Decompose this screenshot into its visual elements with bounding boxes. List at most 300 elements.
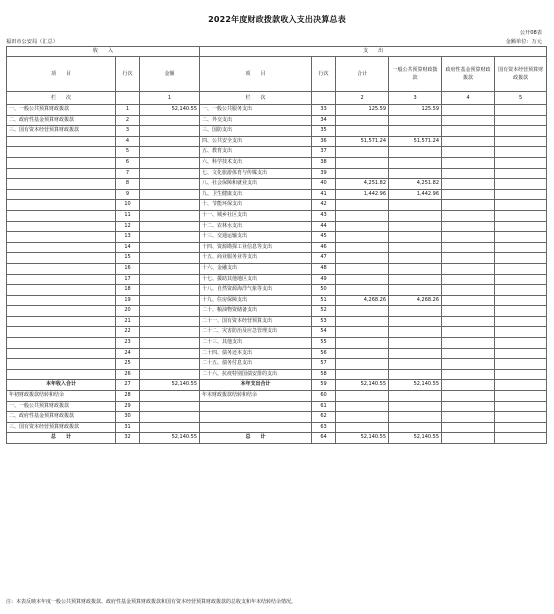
income-row-number: 25 <box>116 359 140 370</box>
col-header-total: 合计 <box>336 57 389 92</box>
total-cell <box>336 306 389 317</box>
income-row-number: 28 <box>116 391 140 402</box>
col-header-gov-fund: 政府性基金预算财政拨款 <box>442 57 495 92</box>
expense-row-number: 44 <box>312 221 336 232</box>
gov-fund-cell <box>442 306 495 317</box>
expense-item-cell: 二十、粮油物资储备支出 <box>200 306 312 317</box>
income-item-cell: 三、国有资本经营预算财政拨款 <box>7 422 116 433</box>
expense-item-cell: 本年支出合计 <box>200 380 312 391</box>
table-row <box>7 422 547 433</box>
expense-row-number: 36 <box>312 136 336 147</box>
table-row <box>7 126 547 137</box>
col-header-general-budget: 一般公共预算财政拨款 <box>389 57 442 92</box>
income-amount-cell <box>140 232 200 243</box>
general-budget-cell <box>389 221 442 232</box>
expense-item-cell: 九、卫生健康支出 <box>200 189 312 200</box>
col-index-label-expense: 栏 次 <box>200 92 312 105</box>
expense-row-number: 33 <box>312 105 336 116</box>
income-item-cell: 三、国有资本经营预算财政拨款 <box>7 126 116 137</box>
table-row <box>7 316 547 327</box>
expense-item-cell: 六、科学技术支出 <box>200 157 312 168</box>
general-budget-cell: 1,442.96 <box>389 189 442 200</box>
table-row <box>7 401 547 412</box>
expense-row-number: 60 <box>312 391 336 402</box>
general-budget-cell <box>389 412 442 423</box>
table-row <box>7 136 547 147</box>
gov-fund-cell <box>442 168 495 179</box>
total-cell <box>336 391 389 402</box>
income-row-number: 20 <box>116 306 140 317</box>
expense-item-cell <box>200 412 312 423</box>
income-item-cell <box>7 168 116 179</box>
table-row <box>7 105 547 116</box>
expense-row-number: 49 <box>312 274 336 285</box>
expense-item-cell: 二十二、灾害防治及应急管理支出 <box>200 327 312 338</box>
total-cell <box>336 210 389 221</box>
expense-item-cell: 十六、金融支出 <box>200 263 312 274</box>
gov-fund-cell <box>442 422 495 433</box>
total-cell <box>336 316 389 327</box>
state-capital-cell <box>495 285 547 296</box>
state-capital-cell <box>495 221 547 232</box>
general-budget-cell <box>389 210 442 221</box>
income-row-number: 29 <box>116 401 140 412</box>
table-row <box>7 253 547 264</box>
general-budget-cell <box>389 327 442 338</box>
general-budget-cell: 4,268.26 <box>389 295 442 306</box>
income-amount-cell <box>140 401 200 412</box>
gov-fund-cell <box>442 221 495 232</box>
table-row <box>7 412 547 423</box>
income-row-number: 22 <box>116 327 140 338</box>
income-item-cell: 总 计 <box>7 433 116 444</box>
table-row <box>7 391 547 402</box>
expense-row-number: 56 <box>312 348 336 359</box>
general-budget-cell <box>389 285 442 296</box>
expense-row-number: 43 <box>312 210 336 221</box>
gov-fund-cell <box>442 136 495 147</box>
general-budget-cell <box>389 253 442 264</box>
column-header-row <box>7 57 547 92</box>
expense-row-number: 52 <box>312 306 336 317</box>
income-amount-cell <box>140 295 200 306</box>
income-section-header: 收 入 <box>7 47 200 57</box>
income-amount-cell <box>140 242 200 253</box>
gov-fund-cell <box>442 253 495 264</box>
general-budget-cell <box>389 147 442 158</box>
gov-fund-cell <box>442 210 495 221</box>
expense-item-cell: 二十六、抗疫特别国债安排的支出 <box>200 369 312 380</box>
income-item-cell <box>7 369 116 380</box>
income-item-cell: 二、政府性基金预算财政拨款 <box>7 115 116 126</box>
expense-section-header: 支 出 <box>200 47 547 57</box>
income-amount-cell <box>140 136 200 147</box>
expense-row-number: 34 <box>312 115 336 126</box>
gov-fund-cell <box>442 147 495 158</box>
state-capital-cell <box>495 348 547 359</box>
income-item-cell <box>7 316 116 327</box>
expense-row-number: 45 <box>312 232 336 243</box>
organization-name: 福田市公安局（汇总） <box>6 39 58 45</box>
state-capital-cell <box>495 232 547 243</box>
total-cell: 4,268.26 <box>336 295 389 306</box>
expense-item-cell: 二十一、国有资本经营预算支出 <box>200 316 312 327</box>
table-row <box>7 168 547 179</box>
general-budget-cell: 52,140.55 <box>389 433 442 444</box>
expense-row-number: 47 <box>312 253 336 264</box>
state-capital-cell <box>495 327 547 338</box>
col-header-expense-item: 项 目 <box>200 57 312 92</box>
state-capital-cell <box>495 369 547 380</box>
income-row-number: 14 <box>116 242 140 253</box>
income-row-number: 2 <box>116 115 140 126</box>
income-item-cell: 一、一般公共预算财政拨款 <box>7 105 116 116</box>
expense-item-cell: 十三、交通运输支出 <box>200 232 312 243</box>
income-item-cell: 二、政府性基金预算财政拨款 <box>7 412 116 423</box>
gov-fund-cell <box>442 327 495 338</box>
income-amount-cell <box>140 221 200 232</box>
income-amount-cell <box>140 189 200 200</box>
income-amount-cell <box>140 359 200 370</box>
income-item-cell <box>7 200 116 211</box>
col-index-label-income: 栏 次 <box>7 92 116 105</box>
table-row <box>7 380 547 391</box>
income-amount-cell <box>140 285 200 296</box>
state-capital-cell <box>495 433 547 444</box>
expense-row-number: 58 <box>312 369 336 380</box>
general-budget-cell <box>389 126 442 137</box>
expense-item-cell: 二十五、债务付息支出 <box>200 359 312 370</box>
table-row <box>7 327 547 338</box>
expense-row-number: 38 <box>312 157 336 168</box>
general-budget-cell: 52,140.55 <box>389 380 442 391</box>
expense-row-number: 53 <box>312 316 336 327</box>
expense-item-cell: 二、外交支出 <box>200 115 312 126</box>
col-header-expense-row: 行次 <box>312 57 336 92</box>
gov-fund-cell <box>442 433 495 444</box>
income-row-number: 1 <box>116 105 140 116</box>
income-amount-cell: 52,140.55 <box>140 380 200 391</box>
table-row <box>7 274 547 285</box>
income-item-cell <box>7 295 116 306</box>
general-budget-cell <box>389 168 442 179</box>
income-item-cell <box>7 147 116 158</box>
income-row-number: 32 <box>116 433 140 444</box>
gov-fund-cell <box>442 189 495 200</box>
total-cell: 52,140.55 <box>336 433 389 444</box>
total-cell <box>336 422 389 433</box>
total-cell <box>336 168 389 179</box>
gov-fund-cell <box>442 274 495 285</box>
income-row-number: 12 <box>116 221 140 232</box>
total-cell <box>336 253 389 264</box>
gov-fund-cell <box>442 232 495 243</box>
table-row <box>7 306 547 317</box>
state-capital-cell <box>495 412 547 423</box>
general-budget-cell <box>389 391 442 402</box>
total-cell: 52,140.55 <box>336 380 389 391</box>
income-amount-cell <box>140 316 200 327</box>
income-row-number: 26 <box>116 369 140 380</box>
income-amount-cell <box>140 338 200 349</box>
table-row <box>7 242 547 253</box>
general-budget-cell <box>389 338 442 349</box>
expense-row-number: 35 <box>312 126 336 137</box>
table-row <box>7 338 547 349</box>
income-item-cell <box>7 359 116 370</box>
column-index-row <box>7 92 547 105</box>
income-row-number: 6 <box>116 157 140 168</box>
general-budget-cell <box>389 401 442 412</box>
income-row-number: 5 <box>116 147 140 158</box>
col-index-3: 3 <box>389 92 442 105</box>
state-capital-cell <box>495 136 547 147</box>
expense-item-cell: 二十四、债务还本支出 <box>200 348 312 359</box>
gov-fund-cell <box>442 157 495 168</box>
table-row <box>7 295 547 306</box>
income-amount-cell <box>140 147 200 158</box>
table-row <box>7 210 547 221</box>
income-item-cell <box>7 285 116 296</box>
expense-item-cell: 总 计 <box>200 433 312 444</box>
gov-fund-cell <box>442 263 495 274</box>
expense-item-cell: 二十三、其他支出 <box>200 338 312 349</box>
gov-fund-cell <box>442 115 495 126</box>
income-row-number: 23 <box>116 338 140 349</box>
total-cell <box>336 232 389 243</box>
total-cell <box>336 221 389 232</box>
income-row-number: 13 <box>116 232 140 243</box>
state-capital-cell <box>495 200 547 211</box>
general-budget-cell <box>389 200 442 211</box>
income-row-number: 18 <box>116 285 140 296</box>
expense-row-number: 59 <box>312 380 336 391</box>
budget-summary-table <box>6 46 547 444</box>
col-index-empty <box>312 92 336 105</box>
gov-fund-cell <box>442 338 495 349</box>
total-cell: 1,442.96 <box>336 189 389 200</box>
gov-fund-cell <box>442 316 495 327</box>
total-cell: 4,251.82 <box>336 179 389 190</box>
col-index-empty <box>116 92 140 105</box>
state-capital-cell <box>495 242 547 253</box>
form-number: 公开08表 <box>519 30 542 36</box>
income-row-number: 16 <box>116 263 140 274</box>
expense-row-number: 54 <box>312 327 336 338</box>
table-row <box>7 369 547 380</box>
total-cell <box>336 115 389 126</box>
table-row <box>7 348 547 359</box>
income-amount-cell <box>140 157 200 168</box>
gov-fund-cell <box>442 380 495 391</box>
total-cell <box>336 126 389 137</box>
income-item-cell <box>7 221 116 232</box>
state-capital-cell <box>495 295 547 306</box>
income-row-number: 31 <box>116 422 140 433</box>
state-capital-cell <box>495 338 547 349</box>
table-row <box>7 115 547 126</box>
gov-fund-cell <box>442 359 495 370</box>
income-amount-cell <box>140 412 200 423</box>
income-amount-cell <box>140 327 200 338</box>
gov-fund-cell <box>442 285 495 296</box>
income-amount-cell <box>140 253 200 264</box>
expense-item-cell: 十、节能环保支出 <box>200 200 312 211</box>
income-row-number: 15 <box>116 253 140 264</box>
income-row-number: 8 <box>116 179 140 190</box>
general-budget-cell <box>389 359 442 370</box>
expense-row-number: 64 <box>312 433 336 444</box>
state-capital-cell <box>495 359 547 370</box>
income-row-number: 11 <box>116 210 140 221</box>
expense-row-number: 61 <box>312 401 336 412</box>
expense-row-number: 39 <box>312 168 336 179</box>
income-amount-cell <box>140 391 200 402</box>
income-amount-cell <box>140 422 200 433</box>
expense-item-cell: 十八、自然资源海洋气象等支出 <box>200 285 312 296</box>
state-capital-cell <box>495 147 547 158</box>
income-amount-cell: 52,140.55 <box>140 433 200 444</box>
total-cell <box>336 157 389 168</box>
expense-item-cell: 十七、援助其他地区支出 <box>200 274 312 285</box>
income-item-cell <box>7 189 116 200</box>
expense-row-number: 41 <box>312 189 336 200</box>
income-item-cell <box>7 263 116 274</box>
col-index-4: 4 <box>442 92 495 105</box>
income-amount-cell <box>140 369 200 380</box>
expense-item-cell: 三、国防支出 <box>200 126 312 137</box>
income-row-number: 27 <box>116 380 140 391</box>
table-row <box>7 200 547 211</box>
gov-fund-cell <box>442 200 495 211</box>
amount-unit: 金额单位：万元 <box>505 39 542 45</box>
footnote: 注：本表反映本年度一般公共预算财政拨款、政府性基金预算财政拨款和国有资本经营预算财政拨款的总收支和年末结转结余情况。 <box>6 599 297 605</box>
state-capital-cell <box>495 263 547 274</box>
income-row-number: 10 <box>116 200 140 211</box>
expense-row-number: 63 <box>312 422 336 433</box>
table-row <box>7 359 547 370</box>
income-amount-cell <box>140 306 200 317</box>
state-capital-cell <box>495 253 547 264</box>
total-cell <box>336 348 389 359</box>
income-item-cell <box>7 348 116 359</box>
general-budget-cell <box>389 422 442 433</box>
income-amount-cell: 52,140.55 <box>140 105 200 116</box>
income-item-cell <box>7 327 116 338</box>
income-row-number: 7 <box>116 168 140 179</box>
state-capital-cell <box>495 115 547 126</box>
total-cell <box>336 242 389 253</box>
income-amount-cell <box>140 274 200 285</box>
state-capital-cell <box>495 126 547 137</box>
income-row-number: 24 <box>116 348 140 359</box>
general-budget-cell <box>389 369 442 380</box>
state-capital-cell <box>495 157 547 168</box>
income-amount-cell <box>140 168 200 179</box>
expense-row-number: 50 <box>312 285 336 296</box>
gov-fund-cell <box>442 369 495 380</box>
general-budget-cell: 125.59 <box>389 105 442 116</box>
income-row-number: 9 <box>116 189 140 200</box>
total-cell <box>336 412 389 423</box>
expense-row-number: 62 <box>312 412 336 423</box>
expense-item-cell: 七、文化旅游体育与传媒支出 <box>200 168 312 179</box>
general-budget-cell <box>389 274 442 285</box>
expense-row-number: 40 <box>312 179 336 190</box>
income-amount-cell <box>140 179 200 190</box>
income-item-cell <box>7 210 116 221</box>
table-row <box>7 433 547 444</box>
expense-row-number: 51 <box>312 295 336 306</box>
total-cell <box>336 359 389 370</box>
state-capital-cell <box>495 274 547 285</box>
total-cell: 125.59 <box>336 105 389 116</box>
expense-item-cell <box>200 401 312 412</box>
expense-row-number: 55 <box>312 338 336 349</box>
state-capital-cell <box>495 210 547 221</box>
state-capital-cell <box>495 401 547 412</box>
general-budget-cell <box>389 232 442 243</box>
income-row-number: 4 <box>116 136 140 147</box>
general-budget-cell <box>389 348 442 359</box>
expense-item-cell: 十二、农林水支出 <box>200 221 312 232</box>
total-cell: 51,571.24 <box>336 136 389 147</box>
gov-fund-cell <box>442 295 495 306</box>
table-row <box>7 285 547 296</box>
general-budget-cell: 4,251.82 <box>389 179 442 190</box>
state-capital-cell <box>495 422 547 433</box>
col-header-state-capital: 国有资本经营预算财政拨款 <box>495 57 547 92</box>
expense-row-number: 48 <box>312 263 336 274</box>
income-item-cell <box>7 242 116 253</box>
income-amount-cell <box>140 115 200 126</box>
expense-item-cell: 五、教育支出 <box>200 147 312 158</box>
general-budget-cell: 51,571.24 <box>389 136 442 147</box>
gov-fund-cell <box>442 348 495 359</box>
income-item-cell <box>7 136 116 147</box>
total-cell <box>336 285 389 296</box>
table-row <box>7 189 547 200</box>
income-item-cell <box>7 157 116 168</box>
gov-fund-cell <box>442 242 495 253</box>
expense-row-number: 37 <box>312 147 336 158</box>
col-header-income-amount: 金额 <box>140 57 200 92</box>
total-cell <box>336 338 389 349</box>
expense-row-number: 46 <box>312 242 336 253</box>
gov-fund-cell <box>442 126 495 137</box>
state-capital-cell <box>495 168 547 179</box>
income-amount-cell <box>140 200 200 211</box>
total-cell <box>336 200 389 211</box>
table-row <box>7 232 547 243</box>
income-item-cell: 本年收入合计 <box>7 380 116 391</box>
income-amount-cell <box>140 263 200 274</box>
col-index-2: 2 <box>336 92 389 105</box>
state-capital-cell <box>495 105 547 116</box>
income-amount-cell <box>140 126 200 137</box>
state-capital-cell <box>495 189 547 200</box>
expense-item-cell: 十五、商业服务业等支出 <box>200 253 312 264</box>
table-row <box>7 157 547 168</box>
income-row-number: 30 <box>116 412 140 423</box>
expense-row-number: 57 <box>312 359 336 370</box>
col-index-5: 5 <box>495 92 547 105</box>
total-cell <box>336 327 389 338</box>
gov-fund-cell <box>442 105 495 116</box>
income-row-number: 17 <box>116 274 140 285</box>
expense-item-cell: 一、一般公共服务支出 <box>200 105 312 116</box>
income-item-cell: 年初财政拨款结转和结余 <box>7 391 116 402</box>
